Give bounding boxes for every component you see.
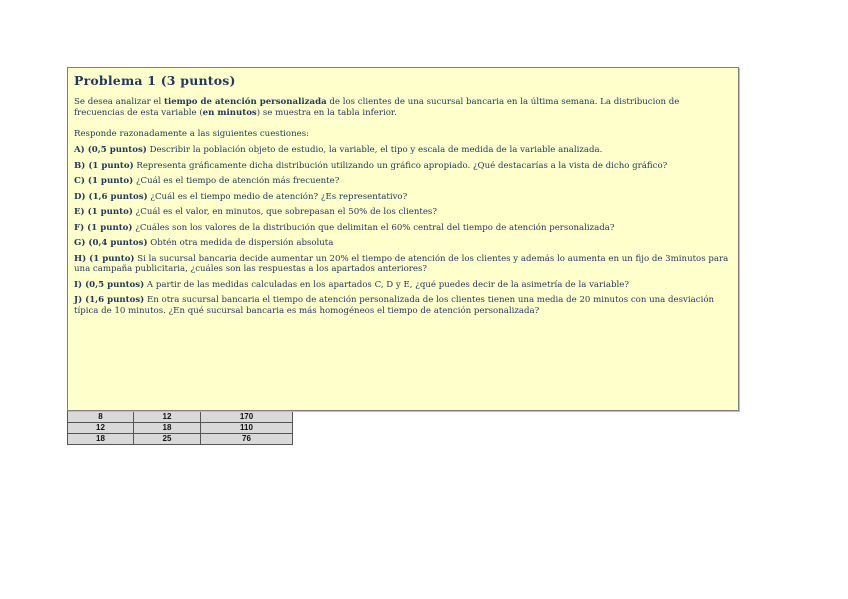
question-text: ¿Cuál es el tiempo de atención más frecuente?: [133, 176, 340, 186]
table-cell: 12: [68, 423, 134, 434]
table-cell: 18: [68, 434, 134, 445]
intro-text: ) se muestra en la tabla inferior.: [256, 108, 397, 118]
question-text: En otra sucursal bancaria el tiempo de atención personalizada de los clientes tienen una media de 20 minutos con una desviación típica de 10 minutos. ¿En qué sucursal bancaria es más homogéneos el tiempo de atención personalizada?: [74, 295, 715, 316]
question-label: F) (1 punto): [74, 222, 133, 233]
problem-intro: [74, 97, 731, 119]
question-f: [74, 223, 731, 234]
table-cell: 8: [68, 412, 134, 423]
question-text: ¿Cuál es el tiempo medio de atención? ¿Es representativo?: [147, 191, 408, 202]
question-text: Representa gráficamente dicha distribución utilizando un gráfico apropiado. ¿Qué destacarías a la vista de dicho gráfico?: [133, 160, 668, 171]
problem-title: Problema 1 (3 puntos): [74, 73, 236, 88]
question-text: Si la sucursal bancaria decide aumentar un 20% el tiempo de atención de los clientes y además lo aumenta en un fijo de 3minutos para una campaña publicitaria, ¿cuáles son las respuestas a los apartados anteriores?: [74, 253, 729, 274]
question-text: A partir de las medidas calculadas en los apartados C, D y E, ¿qué puedes decir de la asimetría de la variable?: [144, 279, 629, 290]
problem-text-box[interactable]: [67, 67, 739, 411]
question-label: J) (1,6 puntos): [74, 295, 145, 305]
question-label: G) (0,4 puntos): [74, 238, 148, 248]
question-label: D) (1,6 puntos): [74, 191, 148, 202]
question-text: Obtén otra medida de dispersión absoluta: [147, 238, 334, 248]
question-b: [74, 161, 731, 172]
intro-bold: tiempo de atención personalizada: [163, 97, 327, 107]
question-label: B) (1 punto): [74, 160, 134, 171]
intro-text: de los clientes de una sucursal bancaria en la última semana. La distribucion de frecuencias de esta variable (: [74, 97, 680, 118]
table-cell: 110: [201, 423, 293, 434]
question-label: A) (0,5 puntos): [74, 145, 147, 155]
question-e: [74, 207, 731, 218]
question-h: [74, 254, 731, 275]
question-a: [74, 145, 731, 156]
problem-instruction: Responde razonadamente a las siguientes cuestiones:: [74, 129, 310, 139]
question-label: E) (1 punto): [74, 207, 133, 217]
table-cell: 25: [134, 434, 201, 445]
question-c: [74, 176, 731, 187]
question-text: ¿Cuál es el valor, en minutos, que sobrepasan el 50% de los clientes?: [132, 207, 437, 217]
table-row: [68, 412, 293, 423]
question-text: ¿Cuáles son los valores de la distribución que delimitan el 60% central del tiempo de atención personalizada?: [132, 222, 615, 233]
table-cell: 18: [134, 423, 201, 434]
intro-text: Se desea analizar el: [74, 97, 164, 107]
question-g: [74, 238, 731, 249]
question-label: C) (1 punto): [74, 176, 134, 186]
question-d: [74, 192, 731, 203]
question-text: Describir la población objeto de estudio, la variable, el tipo y escala de medida de la variable analizada.: [146, 145, 603, 155]
table-row: [68, 423, 293, 434]
question-j: [74, 295, 731, 316]
table-cell: 12: [134, 412, 201, 423]
table-cell: 170: [201, 412, 293, 423]
intro-bold: en minutos: [202, 108, 257, 118]
question-i: [74, 280, 731, 291]
table-row: [68, 434, 293, 445]
question-label: I) (0,5 puntos): [74, 279, 145, 290]
table-cell: 76: [201, 434, 293, 445]
question-label: H) (1 punto): [74, 253, 135, 264]
